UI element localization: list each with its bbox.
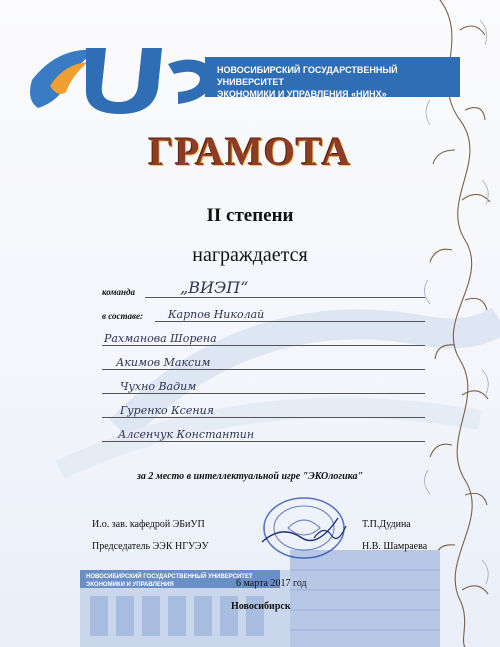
team-line <box>145 297 425 298</box>
team-name: „ВИЭП“ <box>180 278 249 297</box>
member-name: Карпов Николай <box>168 308 265 321</box>
signatory-name: Т.П.Дудина <box>362 519 411 530</box>
certificate-title: ГРАМОТА <box>148 129 352 174</box>
university-logo <box>28 42 220 117</box>
member-line <box>102 345 425 346</box>
official-stamp <box>258 492 350 564</box>
signatory-role: Председатель ЭЭК НГУЭУ <box>92 541 209 552</box>
building-sign: НОВОСИБИРСКИЙ ГОСУДАРСТВЕННЫЙ УНИВЕРСИТЕТ ЭКОНОМИКИ И УПРАВЛЕНИЯ <box>86 574 253 588</box>
member-name: Алсенчук Константин <box>118 428 255 441</box>
university-name-line2: ЭКОНОМИКИ И УПРАВЛЕНИЯ «НИНХ» <box>217 89 387 99</box>
certificate-city: Новосибирск <box>231 601 291 612</box>
team-label: команда <box>102 287 136 297</box>
member-line <box>155 321 425 322</box>
certificate-date: 6 марта 2017 год <box>236 578 307 589</box>
member-line <box>102 393 425 394</box>
signatory-role: И.о. зав. кафедрой ЭБиУП <box>92 519 205 530</box>
award-reason: за 2 место в интеллектуальной игре "ЭКОлогика" <box>136 471 364 482</box>
member-name: Рахманова Шорена <box>104 332 217 345</box>
university-name-line1: НОВОСИБИРСКИЙ ГОСУДАРСТВЕННЫЙ УНИВЕРСИТЕТ <box>217 65 398 87</box>
member-name: Чухно Вадим <box>120 380 197 393</box>
member-name: Гуренко Ксения <box>120 404 214 417</box>
awarded-text: награждается <box>192 244 308 266</box>
member-line <box>102 417 425 418</box>
member-line <box>102 441 425 442</box>
certificate-degree: II степени <box>206 205 294 226</box>
signatory-name: Н.В. Шамраева <box>362 541 428 552</box>
university-banner <box>205 57 460 97</box>
members-label: в составе: <box>102 311 143 321</box>
member-line <box>102 369 425 370</box>
member-name: Акимов Максим <box>116 356 211 369</box>
